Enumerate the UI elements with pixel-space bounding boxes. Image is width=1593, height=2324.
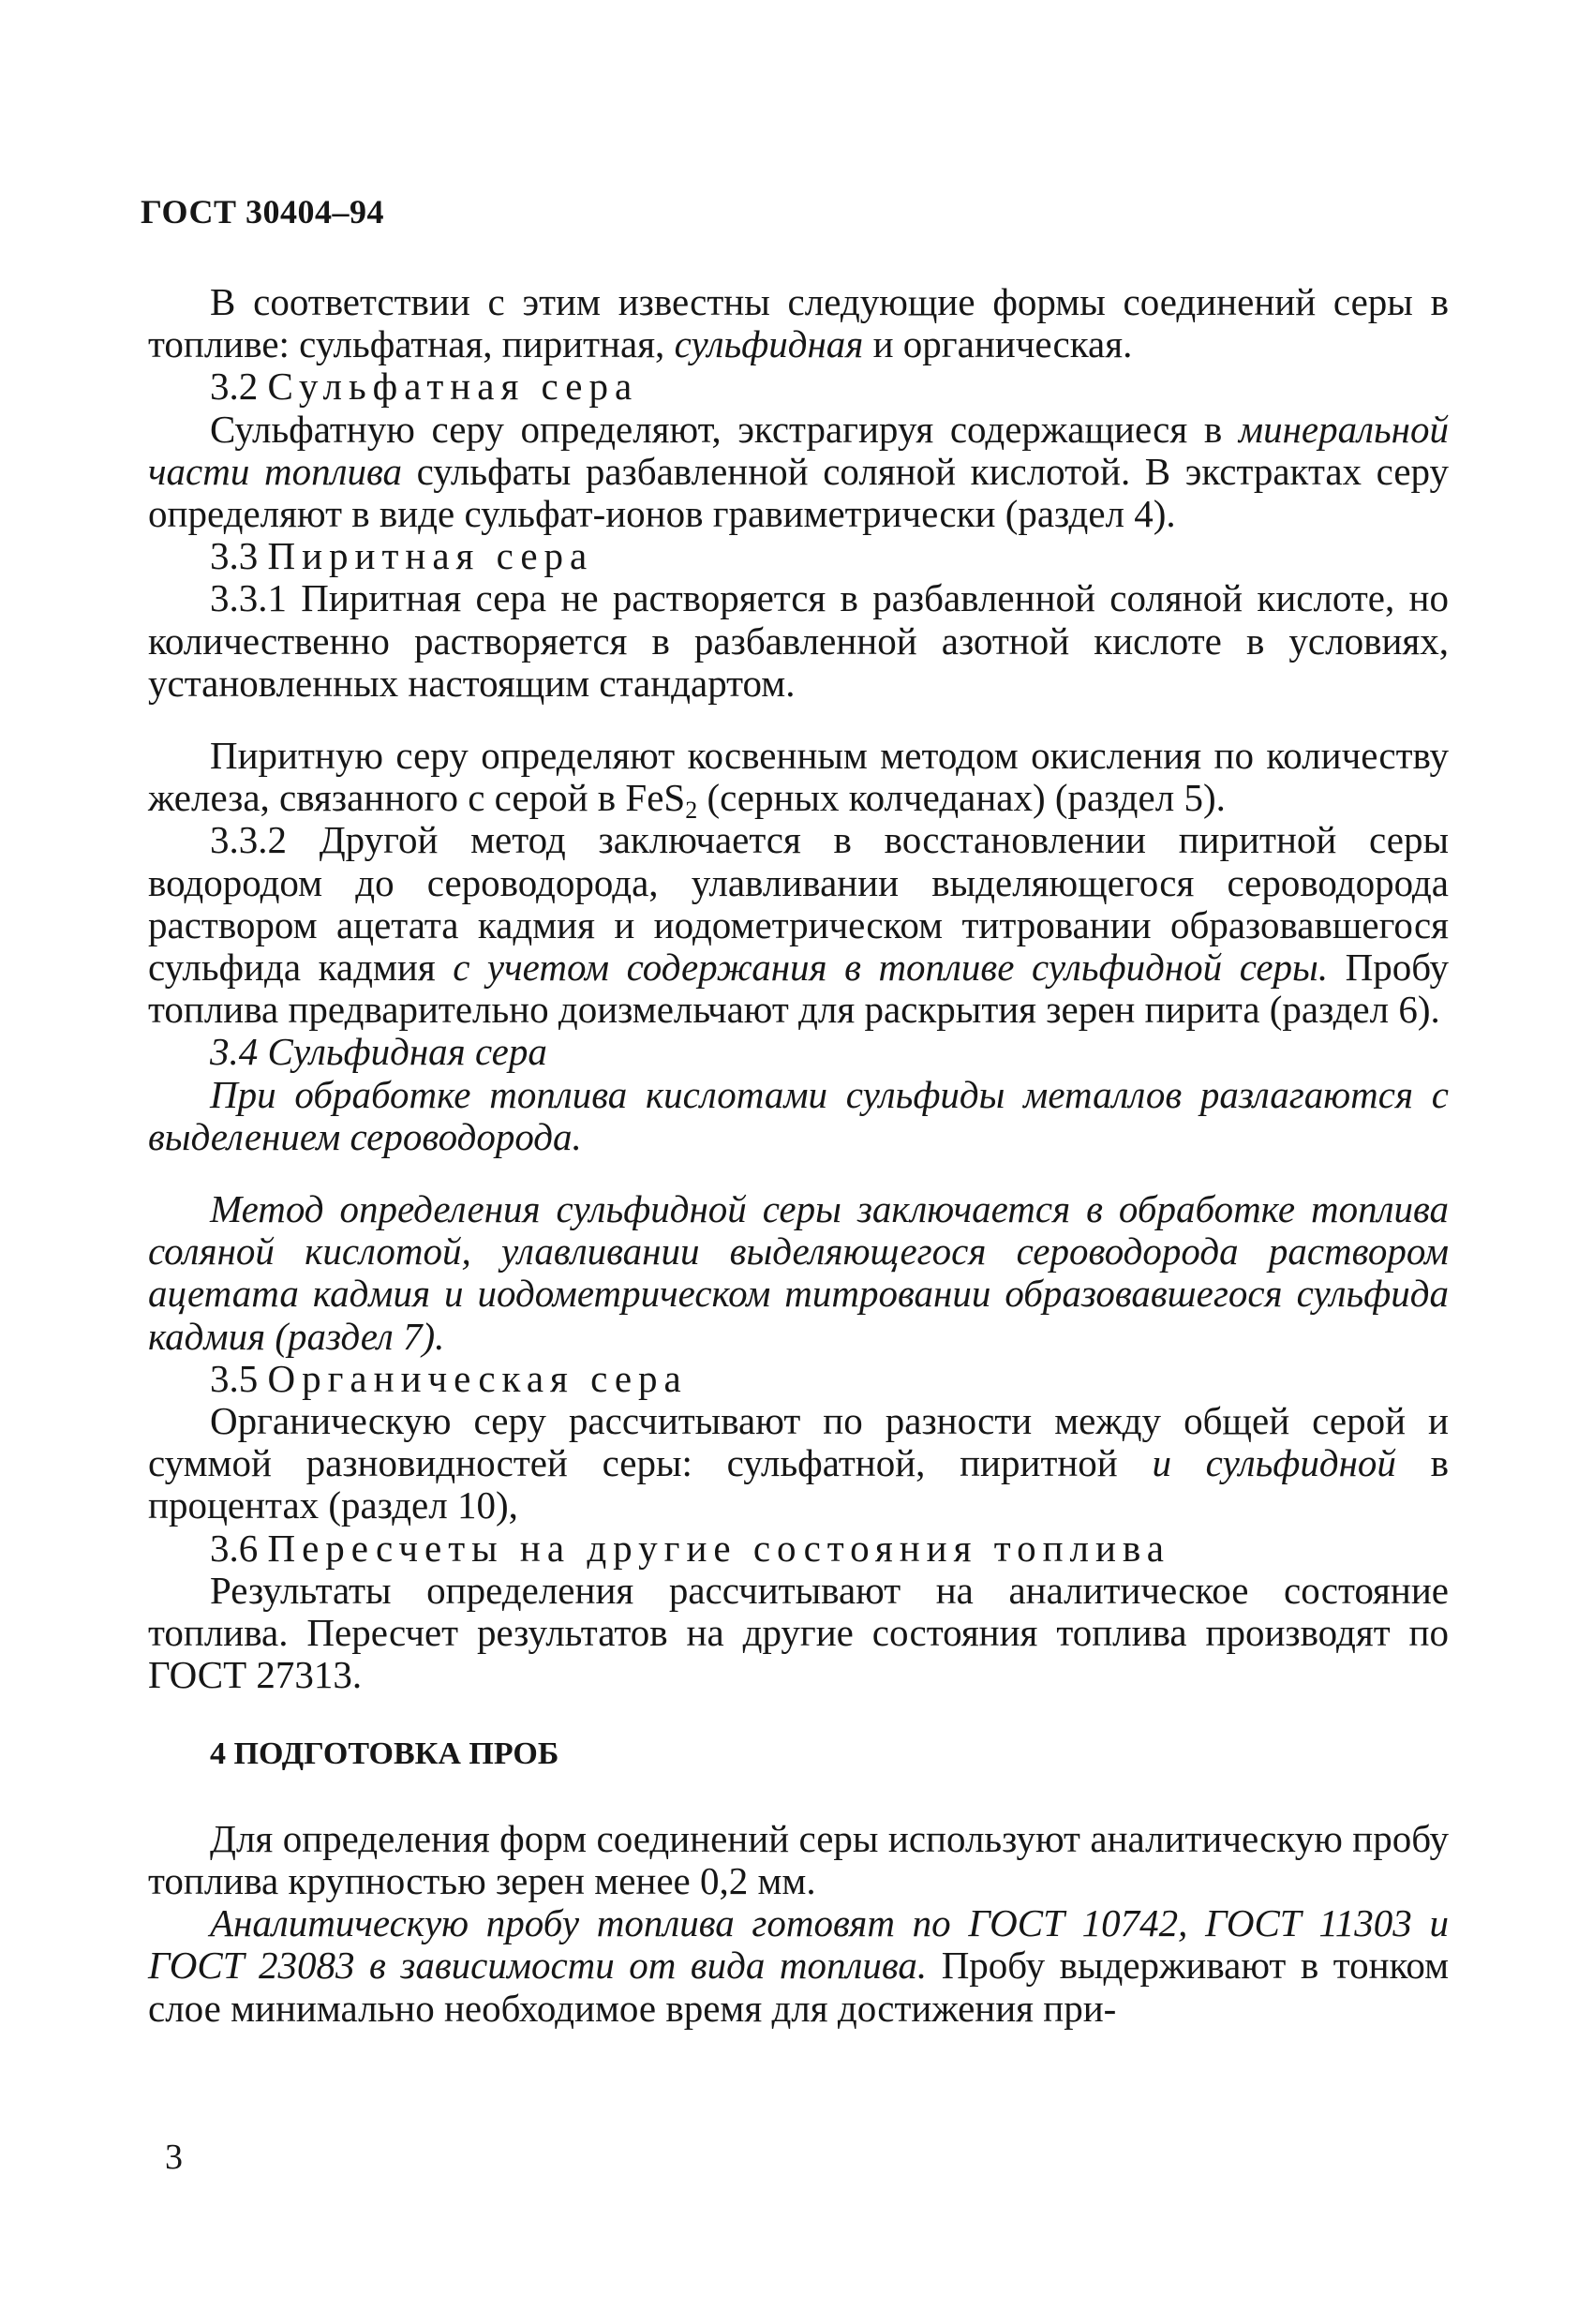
paragraph-text: Органическую серу рассчитывают по разности между общей серой и суммой разновидностей серы: сульфатной, пиритной <box>148 1399 1449 1485</box>
paragraph-text: в процентах (раздел 10), <box>148 1441 1449 1527</box>
paragraph-sulfate <box>148 409 1449 536</box>
heading-title: Пиритная сера <box>267 534 594 578</box>
heading-3-6 <box>148 1527 1449 1570</box>
italic-phrase: Аналитическую пробу топлива готовят по ГОСТ 10742, ГОСТ 11303 и ГОСТ 23083 в зависимости от вида топлива. <box>148 1901 1449 1988</box>
paragraph-organic <box>148 1400 1449 1527</box>
paragraph-text: и органическая. <box>872 322 1133 366</box>
italic-term: минеральной части топлива <box>148 407 1449 493</box>
paragraph-3-3-1: 3.3.1 Пиритная сера не растворяется в разбавленной соляной кислоте, но количественно растворяется в разбавленной азотной кислоте в условиях, установленных настоящим стандартом. <box>148 576 1449 705</box>
paragraph-sulfide-1: При обработке топлива кислотами сульфиды металлов разлагаются с выделением сероводорода. <box>148 1072 1449 1158</box>
paragraph-recalc: Результаты определения рассчитывают на аналитическое состояние топлива. Пересчет результатов на другие состояния топлива производят по ГОСТ 27313. <box>148 1568 1449 1697</box>
paragraph-sample-1: Для определения форм соединений серы используют аналитическую пробу топлива крупностью зерен менее 0,2 мм. <box>148 1816 1449 1902</box>
italic-term: и сульфидной <box>1152 1441 1396 1485</box>
paragraph-forms <box>148 281 1449 365</box>
paragraph-text: 3.3.2 Другой метод заключается в восстановлении пиритной серы водородом до сероводорода, улавливании выделяющегося сероводорода раствором ацетата кадмия и иодометрическом титровании образовавшегося сульфида кадмия <box>148 818 1449 990</box>
document-header: ГОСТ 30404–94 <box>141 193 384 231</box>
heading-3-5 <box>148 1358 1449 1400</box>
heading-number: 3.5 <box>210 1356 259 1400</box>
heading-3-2 <box>148 365 1449 408</box>
heading-number: 3.3 <box>210 534 259 578</box>
section-4-title: 4 ПОДГОТОВКА ПРОБ <box>210 1736 559 1771</box>
formula-fes: FeS <box>625 776 686 820</box>
paragraph-text: Сульфатную серу определяют, экстрагируя содержащиеся в <box>210 407 1223 451</box>
page-number: 3 <box>165 2138 183 2177</box>
paragraph-text: Пиритную серу определяют косвенным методом окисления по количеству железа, связанного с серой в <box>148 734 1449 820</box>
paragraph-text: Пробу выдерживают в тонком слое минимально необходимое время для достижения при- <box>148 1944 1450 2030</box>
italic-term: сульфидная <box>674 322 864 366</box>
paragraph-3-3-2 <box>148 819 1449 1031</box>
italic-phrase: с учетом содержания в топливе сульфидной серы. <box>453 946 1329 990</box>
paragraph-sample-2 <box>148 1902 1449 2030</box>
paragraph-text: сульфаты разбавленной соляной кислотой. В экстрактах серу определяют в виде сульфат-ионов гравиметрически (раздел 4). <box>148 449 1450 536</box>
paragraph-sulfide-2: Метод определения сульфидной серы заключается в обработке топлива соляной кислотой, улавливании выделяющегося сероводорода раствором ацетата кадмия и иодометрическом титровании образовавшегося сульфида кадмия (раздел 7). <box>148 1187 1449 1358</box>
heading-title: Пересчеты на другие состояния топлива <box>267 1526 1170 1570</box>
heading-3-4: 3.4 Сульфидная сера <box>210 1030 547 1074</box>
paragraph-pyrite-method <box>148 734 1449 825</box>
paragraph-text: (серных колчеданах) (раздел 5). <box>707 776 1226 820</box>
heading-title: Органическая сера <box>267 1356 688 1400</box>
heading-number: 3.2 <box>210 365 259 409</box>
formula-subscript: 2 <box>685 797 698 825</box>
body-text <box>148 281 1449 2030</box>
heading-number: 3.6 <box>210 1526 259 1570</box>
heading-3-3 <box>148 535 1449 577</box>
heading-title: Сульфатная сера <box>267 365 639 409</box>
paragraph-text: Пробу топлива предварительно доизмельчают для раскрытия зерен пирита (раздел 6). <box>148 946 1450 1032</box>
paragraph-text: В соответствии с этим известны следующие формы соединений серы в топливе: сульфатная, пиритная, <box>148 280 1449 366</box>
